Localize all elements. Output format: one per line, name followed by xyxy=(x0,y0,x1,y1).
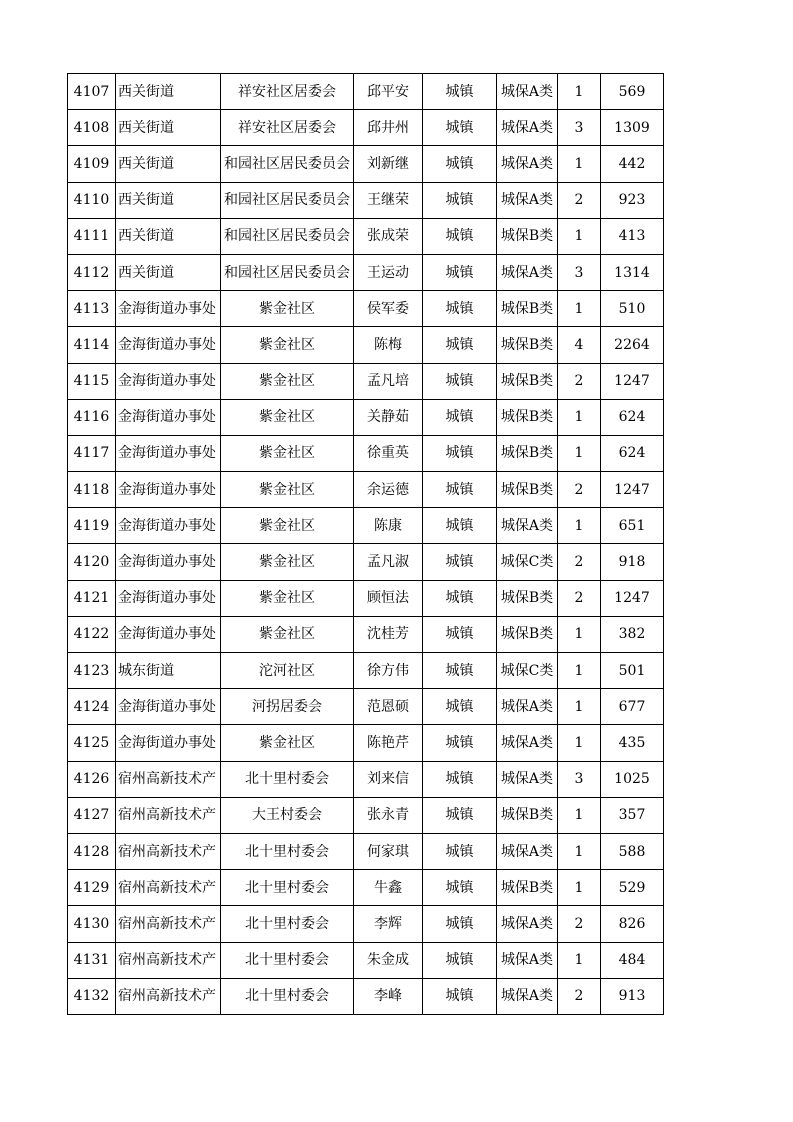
cell-record-id: 4109 xyxy=(68,146,116,182)
cell-name: 陈康 xyxy=(354,508,423,544)
cell-record-id: 4116 xyxy=(68,399,116,435)
cell-person-count: 4 xyxy=(558,327,601,363)
cell-amount: 357 xyxy=(601,797,664,833)
cell-street: 金海街道办事处 xyxy=(116,508,221,544)
cell-street: 宿州高新技术产 xyxy=(116,870,221,906)
cell-amount: 624 xyxy=(601,399,664,435)
cell-street: 金海街道办事处 xyxy=(116,580,221,616)
cell-insurance-type: 城保B类 xyxy=(497,291,558,327)
cell-record-id: 4121 xyxy=(68,580,116,616)
table-row xyxy=(68,435,664,471)
cell-name: 邱平安 xyxy=(354,74,423,110)
cell-name: 张永青 xyxy=(354,797,423,833)
cell-community: 祥安社区居委会 xyxy=(221,74,354,110)
table-row xyxy=(68,399,664,435)
cell-area: 城镇 xyxy=(423,508,497,544)
cell-street: 城东街道 xyxy=(116,653,221,689)
cell-insurance-type: 城保B类 xyxy=(497,870,558,906)
cell-insurance-type: 城保B类 xyxy=(497,435,558,471)
cell-street: 西关街道 xyxy=(116,74,221,110)
records-table-body xyxy=(68,74,664,1015)
cell-person-count: 1 xyxy=(558,833,601,869)
cell-person-count: 1 xyxy=(558,616,601,652)
cell-person-count: 2 xyxy=(558,182,601,218)
cell-person-count: 3 xyxy=(558,254,601,290)
cell-insurance-type: 城保B类 xyxy=(497,472,558,508)
table-row xyxy=(68,906,664,942)
cell-person-count: 1 xyxy=(558,689,601,725)
cell-insurance-type: 城保B类 xyxy=(497,580,558,616)
cell-person-count: 1 xyxy=(558,942,601,978)
table-row xyxy=(68,616,664,652)
cell-street: 金海街道办事处 xyxy=(116,616,221,652)
cell-name: 何家琪 xyxy=(354,833,423,869)
cell-community: 祥安社区居委会 xyxy=(221,110,354,146)
table-row xyxy=(68,363,664,399)
cell-insurance-type: 城保A类 xyxy=(497,833,558,869)
cell-insurance-type: 城保A类 xyxy=(497,508,558,544)
cell-person-count: 2 xyxy=(558,906,601,942)
cell-record-id: 4112 xyxy=(68,254,116,290)
cell-community: 北十里村委会 xyxy=(221,761,354,797)
table-row xyxy=(68,653,664,689)
cell-area: 城镇 xyxy=(423,544,497,580)
cell-area: 城镇 xyxy=(423,363,497,399)
cell-name: 王运动 xyxy=(354,254,423,290)
cell-record-id: 4117 xyxy=(68,435,116,471)
cell-area: 城镇 xyxy=(423,182,497,218)
cell-insurance-type: 城保B类 xyxy=(497,797,558,833)
table-row xyxy=(68,725,664,761)
cell-street: 西关街道 xyxy=(116,218,221,254)
cell-name: 顾恒法 xyxy=(354,580,423,616)
cell-street: 金海街道办事处 xyxy=(116,291,221,327)
cell-record-id: 4129 xyxy=(68,870,116,906)
cell-area: 城镇 xyxy=(423,74,497,110)
cell-area: 城镇 xyxy=(423,689,497,725)
cell-area: 城镇 xyxy=(423,870,497,906)
cell-area: 城镇 xyxy=(423,616,497,652)
cell-community: 北十里村委会 xyxy=(221,942,354,978)
cell-community: 和园社区居民委员会 xyxy=(221,218,354,254)
cell-insurance-type: 城保A类 xyxy=(497,254,558,290)
cell-name: 徐重英 xyxy=(354,435,423,471)
cell-street: 宿州高新技术产 xyxy=(116,906,221,942)
table-row xyxy=(68,544,664,580)
cell-insurance-type: 城保A类 xyxy=(497,110,558,146)
table-row xyxy=(68,254,664,290)
cell-record-id: 4130 xyxy=(68,906,116,942)
cell-street: 宿州高新技术产 xyxy=(116,942,221,978)
cell-area: 城镇 xyxy=(423,906,497,942)
cell-community: 北十里村委会 xyxy=(221,978,354,1014)
cell-amount: 1247 xyxy=(601,580,664,616)
cell-street: 西关街道 xyxy=(116,254,221,290)
cell-community: 紫金社区 xyxy=(221,399,354,435)
cell-community: 沱河社区 xyxy=(221,653,354,689)
cell-street: 金海街道办事处 xyxy=(116,689,221,725)
cell-street: 金海街道办事处 xyxy=(116,327,221,363)
cell-amount: 624 xyxy=(601,435,664,471)
cell-street: 金海街道办事处 xyxy=(116,435,221,471)
cell-person-count: 2 xyxy=(558,472,601,508)
cell-area: 城镇 xyxy=(423,725,497,761)
cell-name: 孟凡淑 xyxy=(354,544,423,580)
table-row xyxy=(68,508,664,544)
table-row xyxy=(68,870,664,906)
cell-person-count: 1 xyxy=(558,74,601,110)
cell-community: 北十里村委会 xyxy=(221,833,354,869)
cell-insurance-type: 城保A类 xyxy=(497,182,558,218)
table-row xyxy=(68,291,664,327)
cell-insurance-type: 城保B类 xyxy=(497,327,558,363)
cell-street: 金海街道办事处 xyxy=(116,725,221,761)
cell-amount: 569 xyxy=(601,74,664,110)
cell-person-count: 1 xyxy=(558,291,601,327)
cell-name: 陈梅 xyxy=(354,327,423,363)
cell-insurance-type: 城保B类 xyxy=(497,218,558,254)
cell-community: 和园社区居民委员会 xyxy=(221,182,354,218)
cell-street: 金海街道办事处 xyxy=(116,472,221,508)
table-row xyxy=(68,797,664,833)
cell-amount: 435 xyxy=(601,725,664,761)
cell-area: 城镇 xyxy=(423,218,497,254)
cell-insurance-type: 城保C类 xyxy=(497,544,558,580)
cell-community: 紫金社区 xyxy=(221,508,354,544)
cell-name: 范恩硕 xyxy=(354,689,423,725)
cell-name: 陈艳芹 xyxy=(354,725,423,761)
cell-area: 城镇 xyxy=(423,291,497,327)
cell-person-count: 1 xyxy=(558,508,601,544)
cell-person-count: 2 xyxy=(558,363,601,399)
cell-name: 牛鑫 xyxy=(354,870,423,906)
table-row xyxy=(68,218,664,254)
cell-amount: 501 xyxy=(601,653,664,689)
cell-person-count: 3 xyxy=(558,110,601,146)
cell-area: 城镇 xyxy=(423,399,497,435)
cell-amount: 2264 xyxy=(601,327,664,363)
cell-amount: 442 xyxy=(601,146,664,182)
cell-name: 关静茹 xyxy=(354,399,423,435)
cell-record-id: 4126 xyxy=(68,761,116,797)
cell-record-id: 4123 xyxy=(68,653,116,689)
cell-street: 宿州高新技术产 xyxy=(116,978,221,1014)
table-row xyxy=(68,472,664,508)
cell-amount: 1309 xyxy=(601,110,664,146)
cell-amount: 1247 xyxy=(601,472,664,508)
cell-name: 余运德 xyxy=(354,472,423,508)
table-row xyxy=(68,761,664,797)
cell-person-count: 2 xyxy=(558,978,601,1014)
cell-record-id: 4119 xyxy=(68,508,116,544)
cell-street: 西关街道 xyxy=(116,146,221,182)
cell-community: 紫金社区 xyxy=(221,363,354,399)
cell-area: 城镇 xyxy=(423,327,497,363)
cell-street: 西关街道 xyxy=(116,182,221,218)
cell-name: 张成荣 xyxy=(354,218,423,254)
cell-record-id: 4115 xyxy=(68,363,116,399)
cell-amount: 484 xyxy=(601,942,664,978)
cell-amount: 913 xyxy=(601,978,664,1014)
cell-record-id: 4125 xyxy=(68,725,116,761)
cell-person-count: 1 xyxy=(558,870,601,906)
cell-person-count: 1 xyxy=(558,653,601,689)
cell-person-count: 3 xyxy=(558,761,601,797)
cell-person-count: 1 xyxy=(558,725,601,761)
cell-insurance-type: 城保A类 xyxy=(497,761,558,797)
cell-community: 紫金社区 xyxy=(221,725,354,761)
cell-amount: 510 xyxy=(601,291,664,327)
cell-insurance-type: 城保B类 xyxy=(497,616,558,652)
cell-amount: 651 xyxy=(601,508,664,544)
cell-name: 侯军委 xyxy=(354,291,423,327)
cell-record-id: 4113 xyxy=(68,291,116,327)
cell-record-id: 4120 xyxy=(68,544,116,580)
cell-area: 城镇 xyxy=(423,833,497,869)
cell-record-id: 4132 xyxy=(68,978,116,1014)
cell-person-count: 1 xyxy=(558,146,601,182)
table-row xyxy=(68,689,664,725)
cell-insurance-type: 城保A类 xyxy=(497,725,558,761)
cell-record-id: 4128 xyxy=(68,833,116,869)
cell-name: 王继荣 xyxy=(354,182,423,218)
cell-street: 宿州高新技术产 xyxy=(116,761,221,797)
cell-amount: 1314 xyxy=(601,254,664,290)
cell-name: 李辉 xyxy=(354,906,423,942)
cell-person-count: 1 xyxy=(558,399,601,435)
cell-area: 城镇 xyxy=(423,761,497,797)
cell-community: 紫金社区 xyxy=(221,327,354,363)
cell-community: 紫金社区 xyxy=(221,291,354,327)
cell-area: 城镇 xyxy=(423,146,497,182)
cell-street: 金海街道办事处 xyxy=(116,363,221,399)
cell-community: 和园社区居民委员会 xyxy=(221,146,354,182)
cell-amount: 588 xyxy=(601,833,664,869)
cell-record-id: 4124 xyxy=(68,689,116,725)
cell-community: 和园社区居民委员会 xyxy=(221,254,354,290)
cell-person-count: 1 xyxy=(558,797,601,833)
cell-street: 西关街道 xyxy=(116,110,221,146)
cell-person-count: 1 xyxy=(558,218,601,254)
cell-name: 朱金成 xyxy=(354,942,423,978)
table-row xyxy=(68,833,664,869)
cell-insurance-type: 城保B类 xyxy=(497,363,558,399)
cell-insurance-type: 城保B类 xyxy=(497,399,558,435)
cell-amount: 1025 xyxy=(601,761,664,797)
cell-community: 紫金社区 xyxy=(221,544,354,580)
cell-street: 宿州高新技术产 xyxy=(116,833,221,869)
cell-record-id: 4122 xyxy=(68,616,116,652)
cell-name: 沈桂芳 xyxy=(354,616,423,652)
cell-record-id: 4118 xyxy=(68,472,116,508)
cell-record-id: 4131 xyxy=(68,942,116,978)
cell-amount: 1247 xyxy=(601,363,664,399)
cell-street: 宿州高新技术产 xyxy=(116,797,221,833)
cell-area: 城镇 xyxy=(423,797,497,833)
cell-insurance-type: 城保A类 xyxy=(497,689,558,725)
cell-area: 城镇 xyxy=(423,653,497,689)
cell-street: 金海街道办事处 xyxy=(116,399,221,435)
cell-community: 紫金社区 xyxy=(221,580,354,616)
cell-amount: 529 xyxy=(601,870,664,906)
table-row xyxy=(68,978,664,1014)
cell-record-id: 4107 xyxy=(68,74,116,110)
cell-area: 城镇 xyxy=(423,978,497,1014)
cell-name: 刘来信 xyxy=(354,761,423,797)
cell-record-id: 4111 xyxy=(68,218,116,254)
cell-record-id: 4110 xyxy=(68,182,116,218)
cell-record-id: 4114 xyxy=(68,327,116,363)
cell-name: 邱井州 xyxy=(354,110,423,146)
cell-area: 城镇 xyxy=(423,580,497,616)
cell-insurance-type: 城保A类 xyxy=(497,146,558,182)
cell-name: 徐方伟 xyxy=(354,653,423,689)
cell-insurance-type: 城保A类 xyxy=(497,942,558,978)
cell-area: 城镇 xyxy=(423,110,497,146)
records-table xyxy=(67,73,664,1015)
cell-amount: 677 xyxy=(601,689,664,725)
cell-person-count: 1 xyxy=(558,435,601,471)
table-row xyxy=(68,110,664,146)
cell-amount: 413 xyxy=(601,218,664,254)
cell-amount: 382 xyxy=(601,616,664,652)
cell-insurance-type: 城保C类 xyxy=(497,653,558,689)
cell-area: 城镇 xyxy=(423,942,497,978)
cell-community: 大王村委会 xyxy=(221,797,354,833)
cell-street: 金海街道办事处 xyxy=(116,544,221,580)
cell-insurance-type: 城保A类 xyxy=(497,978,558,1014)
cell-name: 孟凡培 xyxy=(354,363,423,399)
cell-area: 城镇 xyxy=(423,254,497,290)
cell-area: 城镇 xyxy=(423,435,497,471)
cell-amount: 826 xyxy=(601,906,664,942)
cell-name: 刘新继 xyxy=(354,146,423,182)
cell-area: 城镇 xyxy=(423,472,497,508)
table-row xyxy=(68,146,664,182)
cell-amount: 923 xyxy=(601,182,664,218)
cell-insurance-type: 城保A类 xyxy=(497,906,558,942)
cell-insurance-type: 城保A类 xyxy=(497,74,558,110)
table-row xyxy=(68,182,664,218)
cell-record-id: 4127 xyxy=(68,797,116,833)
table-row xyxy=(68,580,664,616)
cell-community: 紫金社区 xyxy=(221,435,354,471)
cell-name: 李峰 xyxy=(354,978,423,1014)
cell-person-count: 2 xyxy=(558,544,601,580)
table-row xyxy=(68,327,664,363)
cell-community: 河拐居委会 xyxy=(221,689,354,725)
cell-community: 紫金社区 xyxy=(221,472,354,508)
table-row xyxy=(68,74,664,110)
cell-community: 紫金社区 xyxy=(221,616,354,652)
cell-community: 北十里村委会 xyxy=(221,870,354,906)
cell-community: 北十里村委会 xyxy=(221,906,354,942)
table-row xyxy=(68,942,664,978)
cell-amount: 918 xyxy=(601,544,664,580)
cell-person-count: 2 xyxy=(558,580,601,616)
cell-record-id: 4108 xyxy=(68,110,116,146)
